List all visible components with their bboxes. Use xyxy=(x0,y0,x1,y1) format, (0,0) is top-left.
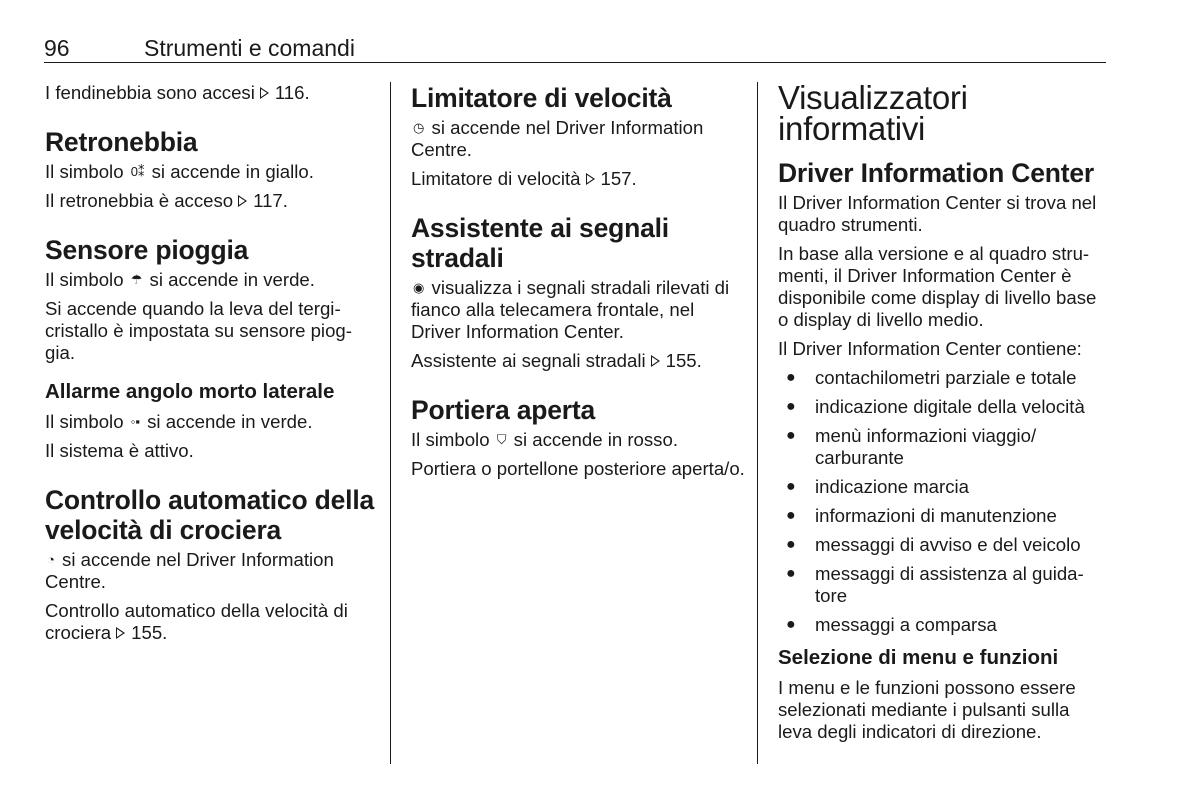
subsection-heading: Selezione di menu e funzioni xyxy=(778,646,1059,669)
paragraph: In base alla versione e al quadro stru-menti, il Driver Information Center è disponibile come display di livello base o display di livello medio. xyxy=(778,243,1097,330)
page-ref-arrow-icon xyxy=(651,355,660,367)
column-divider xyxy=(757,82,758,764)
page-header xyxy=(44,34,1106,63)
door-open-icon: ⛉ xyxy=(496,432,507,447)
paragraph: Il simbolo 0⁑ si accende in giallo. xyxy=(45,161,314,182)
list-item: ● messaggi a comparsa xyxy=(786,614,997,635)
list-item: ● messaggi di assistenza al guida-tore xyxy=(786,563,1084,606)
paragraph: Limitatore di velocità 157. xyxy=(411,168,637,189)
paragraph: Il sistema è attivo. xyxy=(45,440,194,461)
feature-list xyxy=(778,367,1108,636)
section-title: Strumenti e comandi xyxy=(144,35,355,61)
chapter-heading: Visualizzatori informativi xyxy=(778,79,968,147)
fog-lights-paragraph: I fendinebbia sono accesi 116. xyxy=(45,82,310,103)
list-item: ● indicazione digitale della velocità xyxy=(786,396,1085,417)
traffic-sign-icon: ◉ xyxy=(413,280,425,295)
list-item: ● informazioni di manutenzione xyxy=(786,505,1057,526)
section-heading: Controllo automatico della velocità di crociera xyxy=(45,485,375,545)
page-number: 96 xyxy=(44,35,70,61)
bullet-icon: ● xyxy=(786,478,796,495)
rear-fog-lamp-icon: 0⁑ xyxy=(130,164,145,179)
bullet-icon: ● xyxy=(786,565,796,582)
page-ref-arrow-icon xyxy=(116,627,125,639)
section-heading: Limitatore di velocità xyxy=(411,83,672,113)
paragraph: ◔ si accende nel Driver Information Centre. xyxy=(45,549,334,592)
paragraph: Si accende quando la leva del tergi-cristallo è impostata su sensore piog-gia. xyxy=(45,298,352,363)
paragraph: Controllo automatico della velocità di crociera 155. xyxy=(45,600,348,643)
page-reference[interactable]: 117. xyxy=(253,190,288,211)
page-reference[interactable]: 116. xyxy=(274,82,310,103)
page-reference[interactable]: 157. xyxy=(600,168,637,189)
list-item: ● messaggi di avviso e del veicolo xyxy=(786,534,1081,555)
section-heading: Sensore pioggia xyxy=(45,235,249,265)
paragraph: Il simbolo ⛉ si accende in rosso. xyxy=(411,429,678,450)
bullet-icon: ● xyxy=(786,427,796,444)
paragraph: Portiera o portellone posteriore aperta/o. xyxy=(411,458,745,479)
list-item: ● contachilometri parziale e totale xyxy=(786,367,1077,388)
bullet-icon: ● xyxy=(786,369,796,386)
section-heading: Portiera aperta xyxy=(411,395,596,425)
bullet-icon: ● xyxy=(786,398,796,415)
section-heading: Assistente ai segnali stradali xyxy=(411,213,669,273)
section-heading: Driver Information Center xyxy=(778,158,1095,188)
page-reference[interactable]: 155. xyxy=(665,350,702,371)
list-item: ● indicazione marcia xyxy=(786,476,969,497)
paragraph: ◉ visualizza i segnali stradali rilevati di fianco alla telecamera frontale, nel Driver Information Center. xyxy=(411,277,730,342)
paragraph: Il Driver Information Center si trova nel quadro strumenti. xyxy=(778,192,1097,235)
paragraph: Il simbolo ◦▪ si accende in verde. xyxy=(45,411,313,432)
paragraph: ◷ si accende nel Driver Information Centre. xyxy=(411,117,704,160)
cruise-control-icon: ◔ xyxy=(47,552,55,567)
bullet-icon: ● xyxy=(786,507,796,524)
paragraph: Assistente ai segnali stradali 155. xyxy=(411,350,702,371)
section-heading: Retronebbia xyxy=(45,127,198,157)
page-ref-arrow-icon xyxy=(238,195,247,207)
paragraph: Il retronebbia è acceso 117. xyxy=(45,190,288,211)
blind-spot-icon: ◦▪ xyxy=(130,414,140,429)
column-divider xyxy=(390,82,391,764)
paragraph: Il simbolo ☂ si accende in verde. xyxy=(45,269,315,290)
speed-limiter-icon: ◷ xyxy=(413,120,425,135)
page-reference[interactable]: 155. xyxy=(131,622,168,643)
rain-sensor-icon: ☂ xyxy=(130,272,143,287)
column-1 xyxy=(45,82,380,651)
bullet-icon: ● xyxy=(786,616,796,633)
page-ref-arrow-icon xyxy=(586,173,595,185)
column-2 xyxy=(411,82,745,487)
list-item: ● menù informazioni viaggio/ carburante xyxy=(786,425,1037,468)
bullet-icon: ● xyxy=(786,536,796,553)
paragraph: I menu e le funzioni possono essere selezionati mediante i pulsanti sulla leva degli indicatori di direzione. xyxy=(778,677,1076,742)
column-3 xyxy=(778,79,1108,750)
paragraph: Il Driver Information Center contiene: xyxy=(778,338,1082,359)
page-ref-arrow-icon xyxy=(260,87,269,99)
subsection-heading: Allarme angolo morto laterale xyxy=(45,380,335,403)
